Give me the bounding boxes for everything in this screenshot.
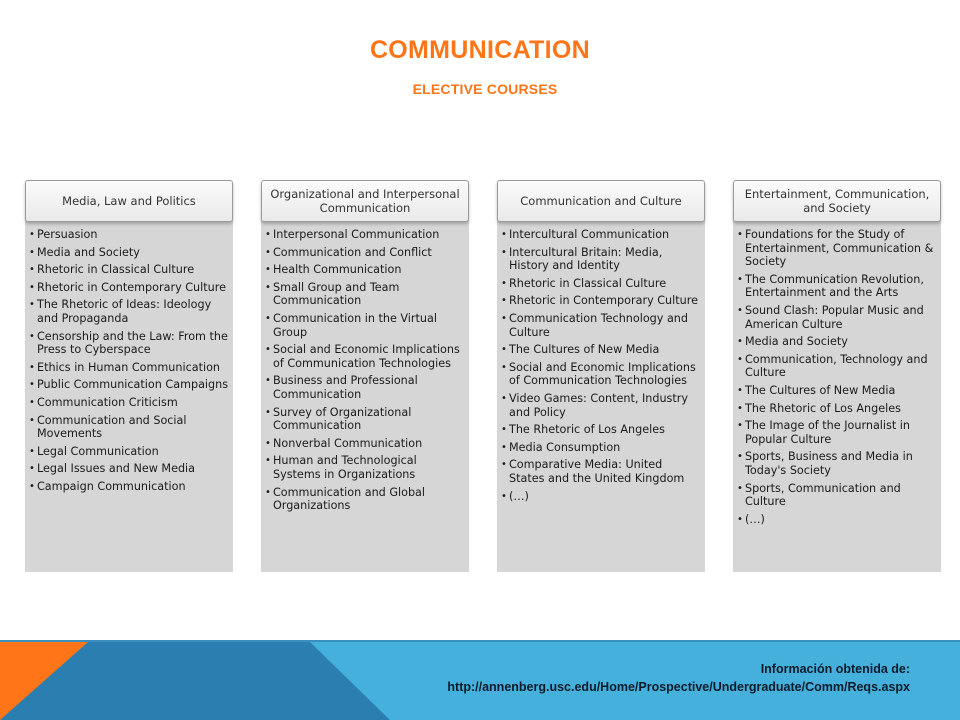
course-item: • The Rhetoric of Ideas: Ideology and Propaganda (33, 298, 229, 325)
course-item: • Interpersonal Communication (269, 228, 465, 242)
course-item: • The Image of the Journalist in Popular Culture (741, 419, 937, 446)
footer-source (300, 660, 910, 696)
course-item: • Business and Professional Communication (269, 374, 465, 401)
course-item: • Rhetoric in Contemporary Culture (505, 294, 701, 308)
course-item: • Legal Issues and New Media (33, 462, 229, 476)
course-item: • Communication and Conflict (269, 246, 465, 260)
course-item: • (…) (505, 490, 701, 504)
source-url: http://annenberg.usc.edu/Home/Prospective/Undergraduate/Comm/Reqs.aspx (447, 680, 910, 694)
course-item: • Sound Clash: Popular Music and American Culture (741, 304, 937, 331)
slide-title: COMMUNICATION (369, 36, 591, 64)
course-item: • Rhetoric in Classical Culture (505, 277, 701, 291)
course-item: • Comparative Media: United States and the United Kingdom (505, 458, 701, 485)
column-header: Entertainment, Communication, and Society (733, 180, 941, 222)
course-item: • Human and Technological Systems in Organizations (269, 454, 465, 481)
course-item: • Communication and Global Organizations (269, 486, 465, 513)
course-list (741, 228, 937, 530)
column-communication-culture (497, 180, 705, 572)
course-item: • Communication Technology and Culture (505, 312, 701, 339)
course-item: • Communication, Technology and Culture (741, 353, 937, 380)
course-item: • Intercultural Communication (505, 228, 701, 242)
column-header: Organizational and Interpersonal Communication (261, 180, 469, 222)
course-item: • Campaign Communication (33, 480, 229, 494)
course-item: • Communication Criticism (33, 396, 229, 410)
column-organizational-interpersonal (261, 180, 469, 572)
course-item: • Ethics in Human Communication (33, 361, 229, 375)
course-item: • Intercultural Britain: Media, History and Identity (505, 246, 701, 273)
course-item: • The Rhetoric of Los Angeles (505, 423, 701, 437)
course-item: • Survey of Organizational Communication (269, 406, 465, 433)
course-list (269, 228, 465, 517)
course-item: • Health Communication (269, 263, 465, 277)
course-list (505, 228, 701, 507)
course-item: • Sports, Business and Media in Today's Society (741, 450, 937, 477)
course-item: • Public Communication Campaigns (33, 378, 229, 392)
course-item: • Sports, Communication and Culture (741, 482, 937, 509)
course-item: • Social and Economic Implications of Communication Technologies (269, 343, 465, 370)
course-item: • Rhetoric in Classical Culture (33, 263, 229, 277)
course-item: • The Rhetoric of Los Angeles (741, 402, 937, 416)
course-list (33, 228, 229, 498)
source-label: Información obtenida de: (760, 662, 910, 676)
course-item: • Censorship and the Law: From the Press to Cyberspace (33, 330, 229, 357)
course-item: • Communication in the Virtual Group (269, 312, 465, 339)
course-item: • Media Consumption (505, 441, 701, 455)
course-item: • Rhetoric in Contemporary Culture (33, 281, 229, 295)
course-item: • The Communication Revolution, Entertainment and the Arts (741, 273, 937, 300)
course-item: • Nonverbal Communication (269, 437, 465, 451)
course-item: • The Cultures of New Media (741, 384, 937, 398)
course-item: • Small Group and Team Communication (269, 281, 465, 308)
column-entertainment-society (733, 180, 941, 572)
course-item: • The Cultures of New Media (505, 343, 701, 357)
column-header: Media, Law and Politics (25, 180, 233, 222)
course-item: • Video Games: Content, Industry and Policy (505, 392, 701, 419)
slide-subtitle: ELECTIVE COURSES (412, 81, 558, 97)
course-item: • Legal Communication (33, 445, 229, 459)
course-item: • (…) (741, 513, 937, 527)
course-item: • Media and Society (33, 246, 229, 260)
course-item: • Media and Society (741, 335, 937, 349)
course-item: • Foundations for the Study of Entertainment, Communication & Society (741, 228, 937, 269)
course-item: • Persuasion (33, 228, 229, 242)
course-item: • Communication and Social Movements (33, 414, 229, 441)
column-header: Communication and Culture (497, 180, 705, 222)
footer-top-line (0, 640, 960, 642)
column-media-law-politics (25, 180, 233, 572)
course-item: • Social and Economic Implications of Communication Technologies (505, 361, 701, 388)
